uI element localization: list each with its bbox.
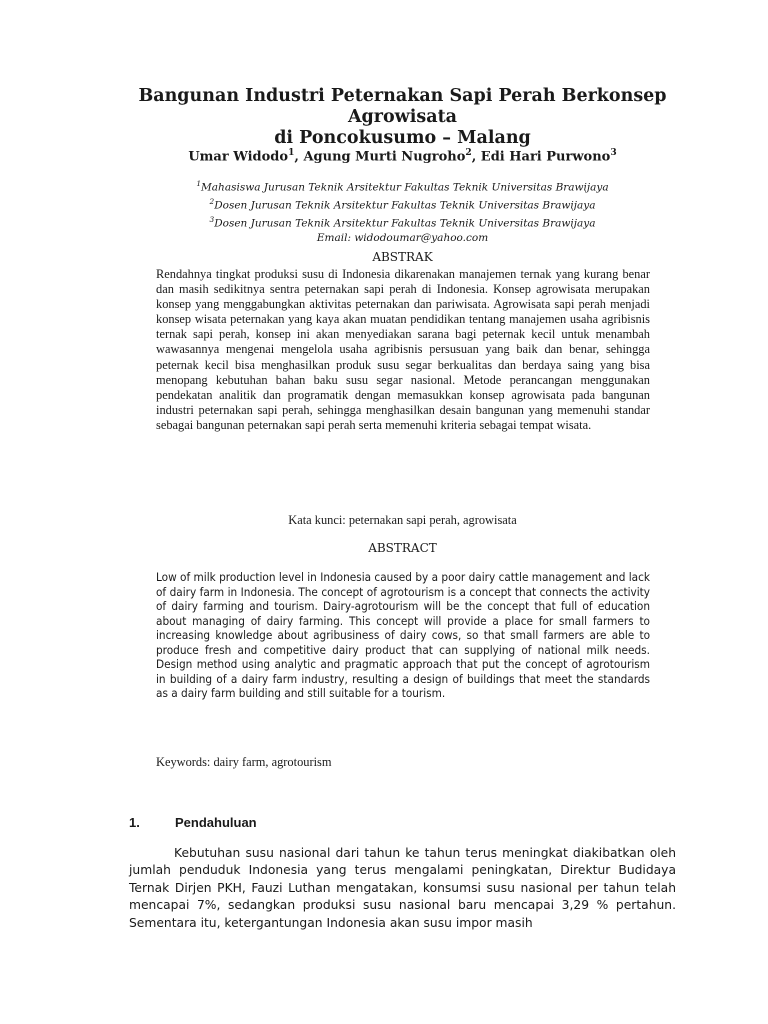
section-title: Pendahuluan: [175, 815, 257, 830]
affiliation-line: [100, 177, 705, 195]
affiliations: [100, 177, 705, 245]
section-number: 1.: [129, 815, 140, 830]
affiliation-text: Mahasiswa Jurusan Teknik Arsitektur Fakultas Teknik Universitas Brawijaya: [201, 181, 609, 194]
abstract-body: Low of milk production level in Indonesia caused by a poor dairy cattle management and lack of dairy farm in Indonesia. The concept of agrotourism is a concept that connects the activity of dairy farming and tourism. Dairy-agrotourism will be the concept that full of education about managing of dairy farming. This concept will provide a place for small farmers to increasing knowledge about agribusiness of dairy cows, so that small farmers are able to produce fresh and competitive dairy product that can supplying of national milk needs. Design method using analytic and pragmatic approach that put the concept of agrotourism in building of a dairy farm industry, resulting a design of buildings that meet the standards as a dairy farm building and still suitable for a tourism.: [156, 570, 650, 700]
title-line-2: di Poncokusumo – Malang: [274, 128, 531, 148]
section-heading-pendahuluan: [129, 815, 429, 830]
affiliation-sup: 3: [209, 214, 215, 224]
kata-kunci: Kata kunci: peternakan sapi perah, agrowisata: [288, 513, 517, 527]
affiliation-text: Dosen Jurusan Teknik Arsitektur Fakultas Teknik Universitas Brawijaya: [214, 217, 596, 230]
author-list: Umar Widodo$^1$, Agung Murti Nugroho$^2$, Edi Hari Purwono$^3$: [188, 147, 617, 165]
author-name: Edi Hari Purwono: [480, 149, 611, 165]
abstrak-heading: ABSTRAK: [372, 250, 433, 264]
affiliation-text: Dosen Jurusan Teknik Arsitektur Fakultas Teknik Universitas Brawijaya: [214, 199, 596, 212]
abstrak-body: Rendahnya tingkat produksi susu di Indonesia dikarenakan manajemen ternak yang kurang benar dan masih sedikitnya sentra peternakan sapi perah di Indonesia. Konsep agrowisata merupakan konsep yang menggabungkan aktivitas peternakan dan pariwisata. Agrowisata sapi perah menjadi konsep wisata peternakan yang kaya akan muatan pendidikan tentang manajemen usaha agribisnis ternak sapi perah, konsep ini akan menyediakan sarana bagi peternak kecil untuk menambah wawasannya mengenai mengelola usaha agribisnis persusuan yang baik dan benar, sehingga peternak kecil bisa menghasilkan produk susu segar berkualitas dan berdaya saing yang bisa menopang kebutuhan bahan baku susu segar nasional. Metode perancangan menggunakan pendekatan analitik dan programatik dengan memasukkan konsep agrowisata pada bangunan industri peternakan sapi perah, sehingga menghasilkan desain bangunan yang memenuhi standar sebagai bangunan peternakan sapi perah serta memenuhi kriteria sebagai tempat wisata.: [156, 267, 650, 432]
section-body-pendahuluan: Kebutuhan susu nasional dari tahun ke tahun terus meningkat diakibatkan oleh jumlah penduduk Indonesia yang terus mengalami peningkatan, Direktur Budidaya Ternak Dirjen PKH, Fauzi Luthan mengatakan, konsumsi susu nasional per tahun telah mencapai 7%, sedangkan produksi susu nasional baru mencapai 3,29 % pertahun. Sementara itu, ketergantungan Indonesia akan susu impor masih: [129, 846, 676, 930]
paper-title: [100, 86, 705, 149]
abstract-heading: ABSTRACT: [368, 541, 437, 555]
affiliation-sup: 1: [196, 179, 202, 188]
author-name: Agung Murti Nugroho: [303, 149, 466, 165]
author-sup: 3: [610, 147, 617, 158]
author-sup: 1: [288, 147, 295, 158]
author-name: Umar Widodo: [188, 149, 289, 165]
affiliation-line: [100, 195, 705, 213]
author-sup: 2: [465, 147, 472, 158]
affiliation-sup: 2: [209, 196, 215, 206]
affiliation-line: [100, 213, 705, 231]
keywords: Keywords: dairy farm, agrotourism: [156, 755, 332, 769]
email-line: Email: widodoumar@yahoo.com: [316, 231, 489, 244]
title-line-1: Bangunan Industri Peternakan Sapi Perah Berkonsep Agrowisata: [138, 86, 667, 127]
